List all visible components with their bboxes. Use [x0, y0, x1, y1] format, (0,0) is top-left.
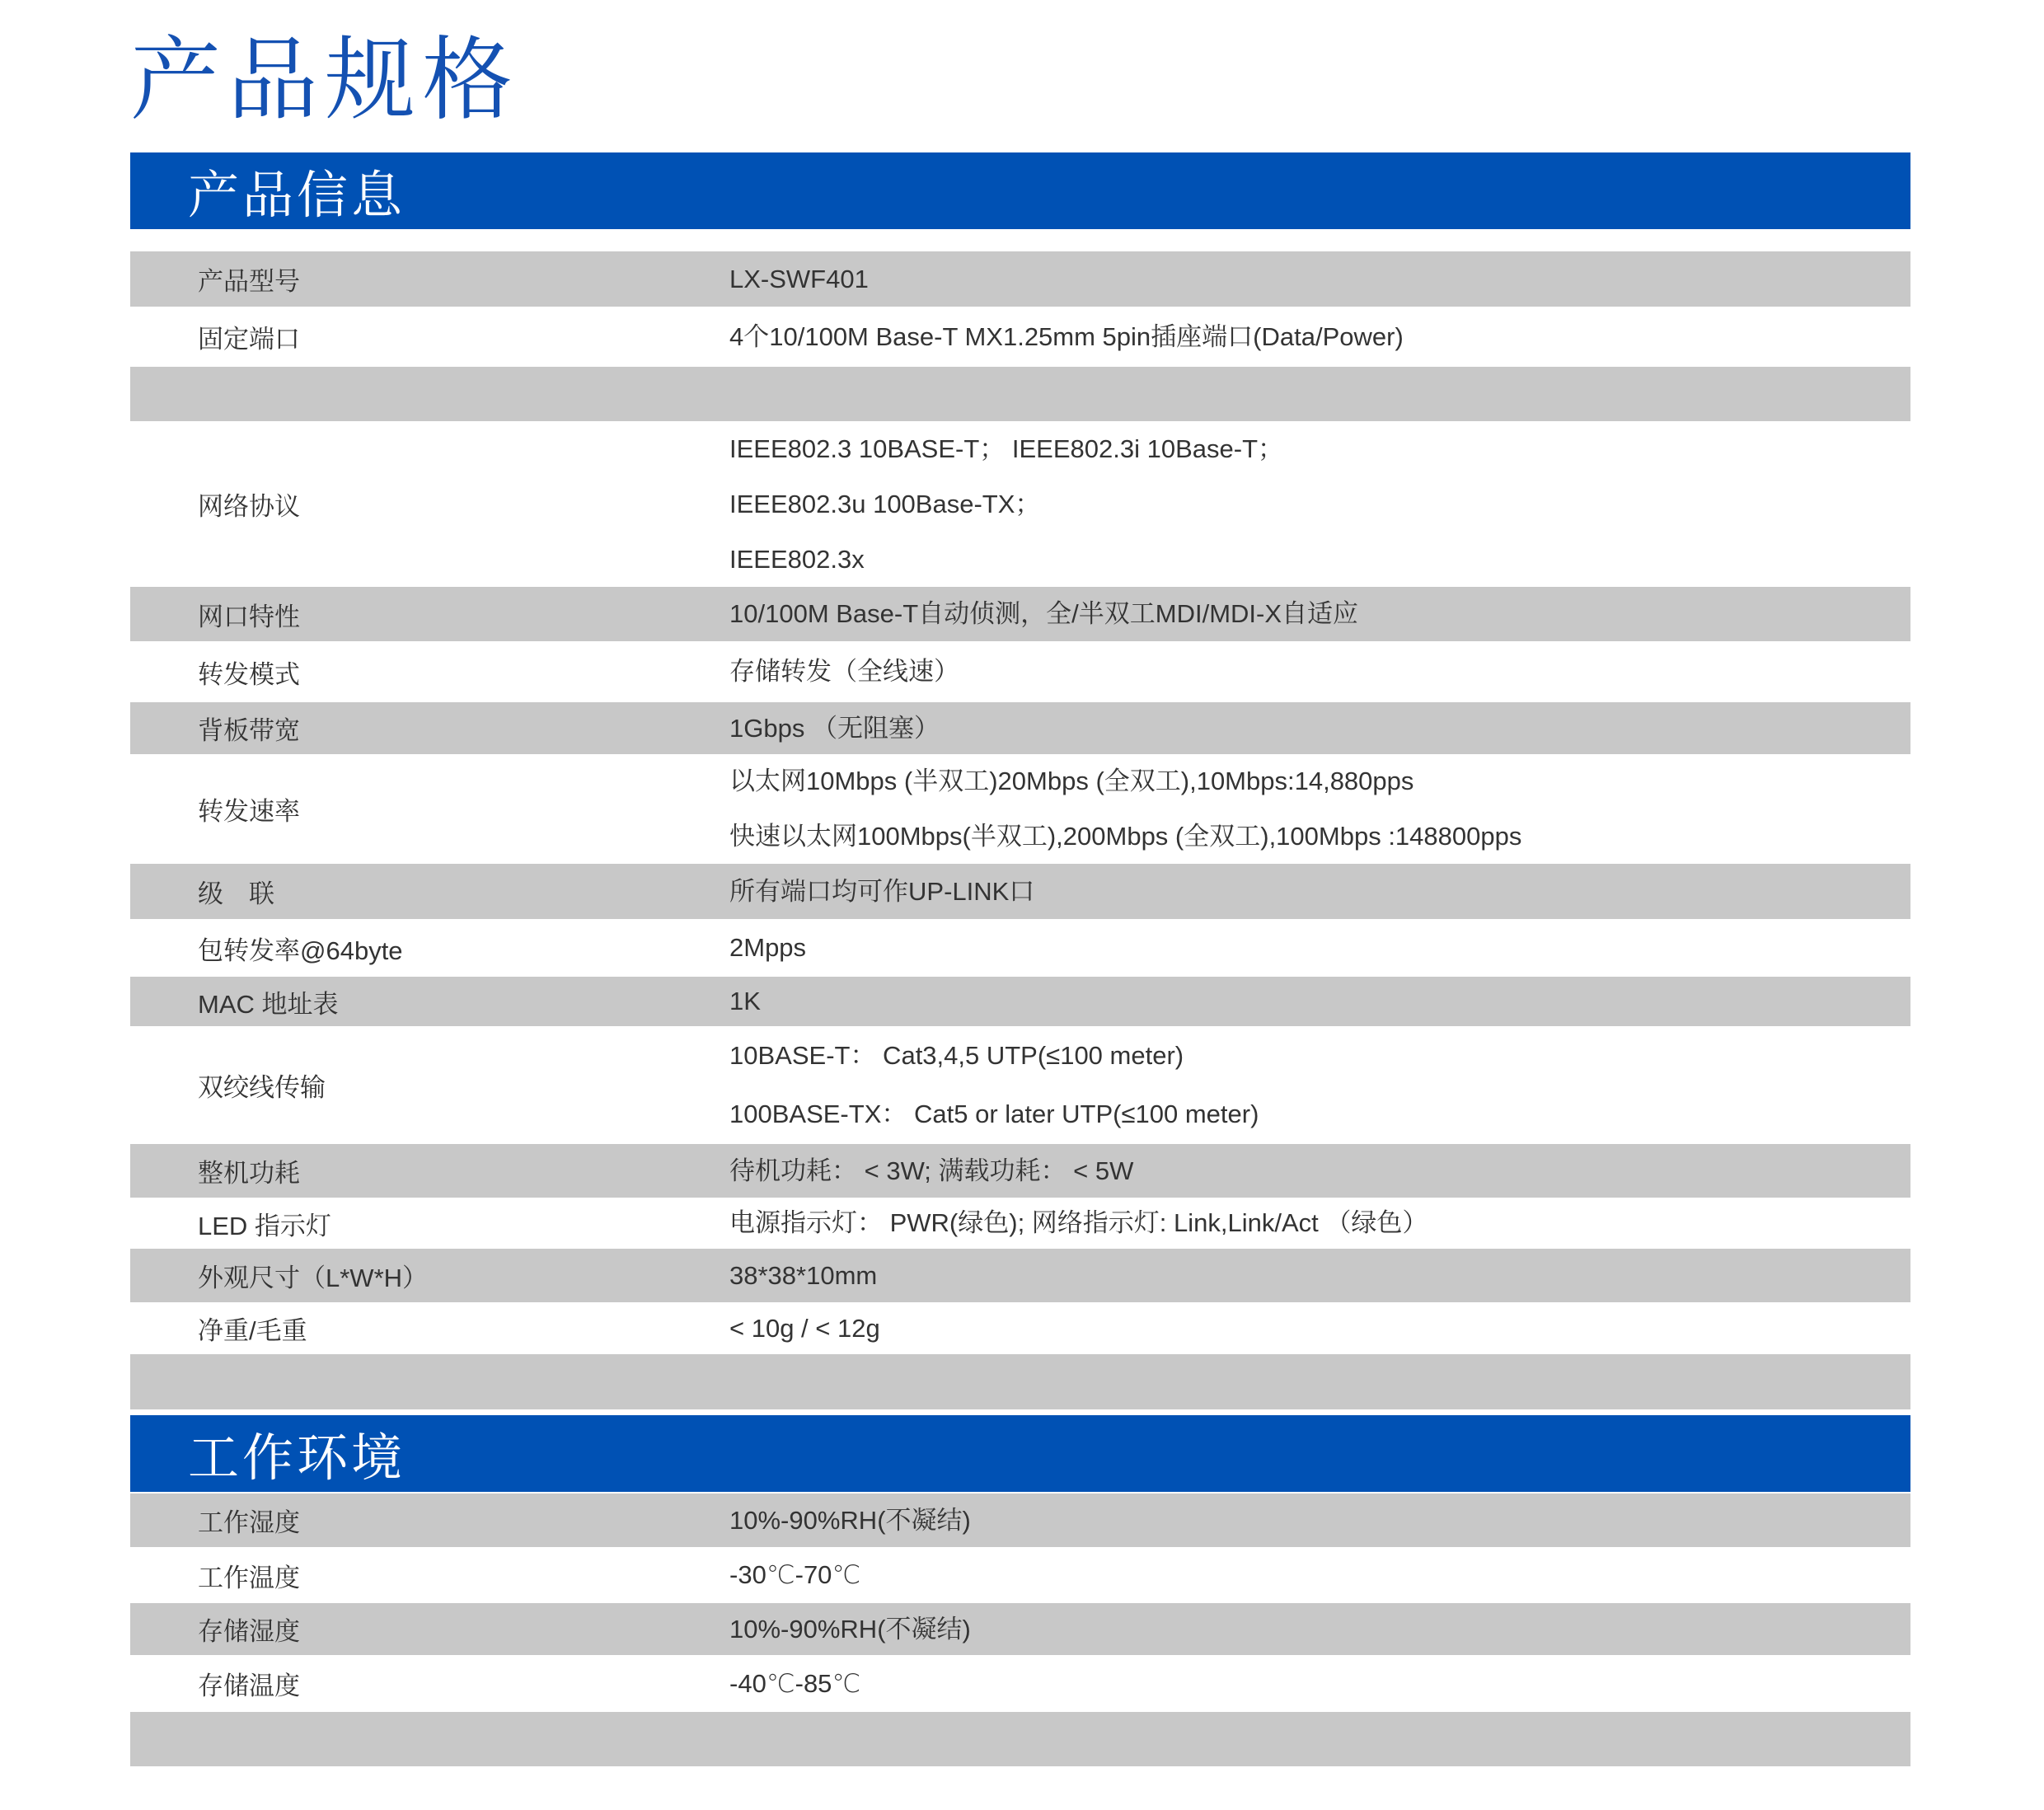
spec-label: 网络协议 [198, 492, 300, 521]
section-header-label: 产品信息 [188, 167, 406, 224]
spec-label: 存储温度 [198, 1672, 300, 1700]
spec-value [729, 1354, 1910, 1409]
spec-row-storage-temperature [130, 1655, 1910, 1712]
spec-row-weight [130, 1302, 1910, 1354]
spec-row-backplane-bandwidth [130, 702, 1910, 754]
spec-value: IEEE802.3 10BASE-T； IEEE802.3i 10Base-T； IEEE802.3u 100Base-TX； IEEE802.3x [729, 434, 1284, 574]
spec-value: 电源指示灯： PWR(绿色); 网络指示灯: Link,Link/Act （绿色） [729, 1208, 1428, 1237]
spec-label: 产品型号 [198, 267, 300, 296]
spec-value: LX-SWF401 [729, 264, 869, 293]
spec-label: 工作湿度 [198, 1508, 300, 1537]
spec-label [130, 1712, 729, 1766]
spec-label: MAC 地址表 [198, 989, 339, 1019]
spec-label [130, 1354, 729, 1409]
spec-row-working-humidity [130, 1493, 1910, 1547]
spec-value: 10%-90%RH(不凝结) [729, 1614, 971, 1644]
spec-value: -30℃-70℃ [729, 1560, 861, 1589]
spec-label: LED 指示灯 [198, 1211, 331, 1240]
spec-row-twisted-pair [130, 1026, 1910, 1144]
spec-row-led-indicators [130, 1198, 1910, 1249]
spec-label: 包转发率@64byte [198, 935, 403, 965]
spec-row-cascade [130, 864, 1910, 919]
spec-row-fixed-ports [130, 307, 1910, 367]
spec-value: < 10g / < 12g [729, 1313, 880, 1343]
spec-row-network-protocols [130, 421, 1910, 587]
spec-label: 净重/毛重 [198, 1316, 307, 1345]
spec-row-forwarding-rate [130, 754, 1910, 864]
spec-value: -40℃-85℃ [729, 1668, 861, 1698]
spec-value: 所有端口均可作UP-LINK口 [729, 876, 1035, 906]
spec-label: 存储湿度 [198, 1617, 300, 1646]
spec-row-power-consumption [130, 1144, 1910, 1198]
spec-value: 以太网10Mbps (半双工)20Mbps (全双工),10Mbps:14,880pps 快速以太网100Mbps(半双工),200Mbps (全双工),100Mbps :148800pps [729, 767, 1522, 851]
spec-value: 10/100M Base-T自动侦测，全/半双工MDI/MDI-X自适应 [729, 599, 1359, 628]
spec-label: 整机功耗 [198, 1159, 300, 1188]
spec-row-empty [130, 367, 1910, 421]
spec-row-forwarding-mode [130, 641, 1910, 702]
spec-label: 双绞线传输 [198, 1073, 326, 1102]
spec-value: 1K [729, 987, 761, 1015]
spec-label [130, 367, 729, 421]
spec-label: 背板带宽 [198, 716, 300, 745]
spec-row-packet-forwarding-rate [130, 919, 1910, 977]
spec-value: 38*38*10mm [729, 1260, 878, 1290]
spec-row-dimensions [130, 1249, 1910, 1302]
spec-value: 10%-90%RH(不凝结) [729, 1505, 971, 1535]
spacer [130, 229, 1910, 251]
spec-value: 待机功耗： < 3W; 满载功耗： < 5W [729, 1156, 1134, 1185]
spec-row-empty [130, 1712, 1910, 1766]
section-header-working-environment [130, 1415, 1910, 1492]
spec-value [729, 1712, 1910, 1766]
spec-label: 级 联 [198, 879, 274, 908]
spec-row-empty [130, 1354, 1910, 1409]
section-header-product-info [130, 152, 1910, 229]
spec-value: 2Mpps [729, 933, 807, 962]
spec-row-storage-humidity [130, 1603, 1910, 1655]
spec-label: 转发速率 [198, 797, 300, 826]
spec-row-working-temperature [130, 1547, 1910, 1603]
spec-value: 存储转发（全线速） [729, 657, 959, 686]
spec-row-port-features [130, 587, 1910, 641]
spec-content [130, 152, 1910, 1766]
spec-label: 外观尺寸（L*W*H） [198, 1264, 429, 1292]
spec-value: 1Gbps （无阻塞） [729, 713, 940, 743]
spacer [130, 1409, 1910, 1415]
spec-row-mac-table [130, 977, 1910, 1026]
spec-value: 4个10/100M Base-T MX1.25mm 5pin插座端口(Data/Power) [729, 321, 1404, 351]
spec-label: 工作温度 [198, 1563, 300, 1592]
spec-value [729, 367, 1910, 421]
page-title: 产品规格 [130, 30, 519, 131]
spec-label: 网口特性 [198, 602, 300, 631]
spec-value: 10BASE-T： Cat3,4,5 UTP(≤100 meter) 100BASE-TX： Cat5 or later UTP(≤100 meter) [729, 1040, 1259, 1129]
spec-label: 固定端口 [198, 325, 300, 354]
spec-row-product-model [130, 251, 1910, 307]
spec-label: 转发模式 [198, 659, 300, 689]
section-header-label: 工作环境 [188, 1430, 406, 1487]
